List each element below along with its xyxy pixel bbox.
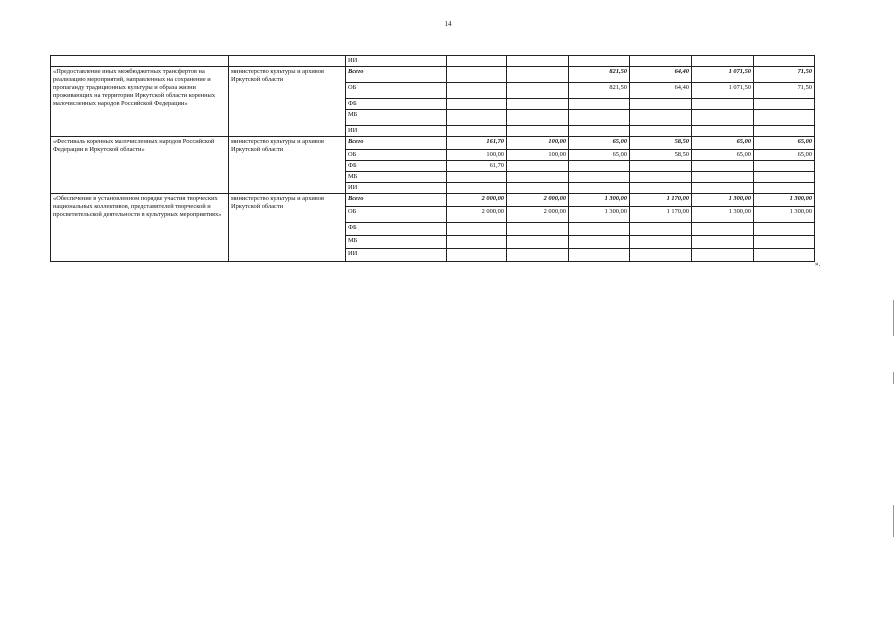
- value-cell: [447, 83, 507, 99]
- value-cell: 1 300,00: [754, 207, 815, 223]
- value-cell: 1 071,50: [692, 67, 754, 83]
- value-cell: 161,70: [447, 137, 507, 150]
- value-cell: 1 300,00: [692, 194, 754, 207]
- table-row: [51, 137, 815, 150]
- value-cell: 2 000,00: [507, 194, 569, 207]
- table-row: [51, 56, 815, 67]
- executor-cell: министерство культуры и архивов Иркутской области: [229, 67, 346, 137]
- scan-edge-mark: [893, 372, 894, 384]
- value-cell: 65,00: [692, 150, 754, 161]
- value-cell: [507, 67, 569, 83]
- value-cell: 1 300,00: [569, 194, 630, 207]
- value-cell: 1 300,00: [569, 207, 630, 223]
- measure-name-cell: «Предоставление иных межбюджетных трансфертов на реализацию мероприятий, направленных на сохранение и пропаганду традиционных культуры и образа жизни проживающих на территории Иркутской области коренных малочисленных народов Российской Федерации»: [51, 67, 229, 137]
- value-cell: 65,00: [754, 150, 815, 161]
- source-cell: ФБ: [346, 99, 447, 110]
- source-cell: Всего: [346, 137, 447, 150]
- closing-quote-mark: ».: [815, 260, 821, 268]
- value-cell: 100,00: [507, 150, 569, 161]
- budget-table: [50, 55, 815, 262]
- value-cell: 71,50: [754, 67, 815, 83]
- source-cell: ИИ: [346, 126, 447, 137]
- source-cell: Всего: [346, 194, 447, 207]
- source-cell: ИИ: [346, 249, 447, 262]
- scan-edge-mark: [893, 300, 894, 336]
- value-cell: 65,00: [569, 150, 630, 161]
- value-cell: 2 000,00: [447, 207, 507, 223]
- executor-cell: министерство культуры и архивов Иркутской области: [229, 194, 346, 262]
- name-cell: [51, 56, 229, 67]
- source-cell: МБ: [346, 236, 447, 249]
- value-cell: 2 000,00: [447, 194, 507, 207]
- source-cell: ИИ: [346, 56, 447, 67]
- measure-name-cell: «Фестиваль коренных малочисленных народов Российской Федерации в Иркутской области»: [51, 137, 229, 194]
- table-row: [51, 67, 815, 83]
- value-cell: 821,50: [569, 67, 630, 83]
- source-cell: ФБ: [346, 161, 447, 172]
- source-cell: ОБ: [346, 150, 447, 161]
- value-cell: 58,50: [630, 137, 692, 150]
- source-cell: ОБ: [346, 207, 447, 223]
- source-cell: Всего: [346, 67, 447, 83]
- value-cell: 71,50: [754, 83, 815, 99]
- value-cell: 100,00: [447, 150, 507, 161]
- value-cell: 65,00: [569, 137, 630, 150]
- value-cell: 65,00: [754, 137, 815, 150]
- value-cell: 2 000,00: [507, 207, 569, 223]
- source-cell: ФБ: [346, 223, 447, 236]
- value-cell: 58,50: [630, 150, 692, 161]
- value-cell: 100,00: [507, 137, 569, 150]
- scan-edge-mark: [893, 505, 894, 537]
- value-cell: 821,50: [569, 83, 630, 99]
- value-cell: [507, 83, 569, 99]
- source-cell: МБ: [346, 172, 447, 183]
- value-cell: 64,40: [630, 83, 692, 99]
- value-cell: 1 071,50: [692, 83, 754, 99]
- source-cell: МБ: [346, 110, 447, 126]
- executor-cell: министерство культуры и архивов Иркутской области: [229, 137, 346, 194]
- value-cell: 61,70: [447, 161, 507, 172]
- value-cell: 1 170,00: [630, 207, 692, 223]
- page-number: 14: [444, 20, 452, 28]
- source-cell: ОБ: [346, 83, 447, 99]
- measure-name-cell: «Обеспечение в установленном порядке участия творческих национальных коллективов, представителей творческой и просветительской деятельности в культурных мероприятиях»: [51, 194, 229, 262]
- value-cell: 1 170,00: [630, 194, 692, 207]
- table-row: [51, 194, 815, 207]
- value-cell: 1 300,00: [754, 194, 815, 207]
- value-cell: 65,00: [692, 137, 754, 150]
- value-cell: 64,40: [630, 67, 692, 83]
- source-cell: ИИ: [346, 183, 447, 194]
- executor-cell: [229, 56, 346, 67]
- value-cell: [447, 67, 507, 83]
- value-cell: 1 300,00: [692, 207, 754, 223]
